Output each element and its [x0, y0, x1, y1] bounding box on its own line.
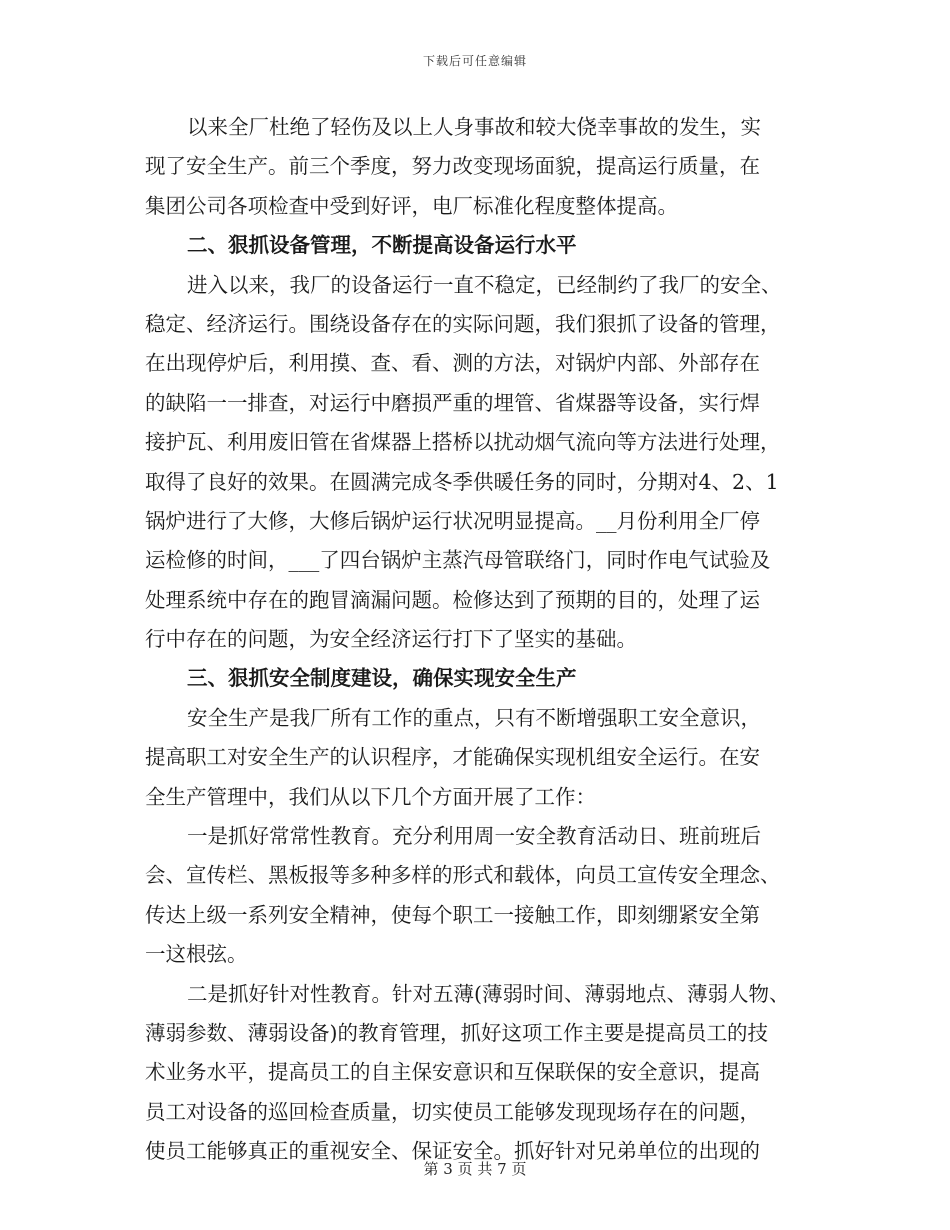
page-header: 下载后可任意编辑	[422, 54, 527, 68]
paragraph-line: 一这根弦。	[145, 942, 248, 967]
paragraph-line: 二是抓好针对性教育。针对五薄(薄弱时间、薄弱地点、薄弱人物、	[187, 981, 790, 1006]
paragraph-line: 一是抓好常常性教育。充分利用周一安全教育活动日、班前班后	[187, 824, 761, 849]
paragraph-line: 全生产管理中，我们从以下几个方面开展了工作：	[145, 784, 596, 809]
section-heading: 二、狠抓设备管理，不断提高设备运行水平	[187, 233, 577, 258]
document-body	[145, 108, 835, 1172]
paragraph-line: 接护瓦、利用废旧管在省煤器上搭桥以扰动烟气流向等方法进行处理，	[145, 430, 781, 455]
paragraph-line: 锅炉进行了大修，大修后锅炉运行状况明显提高。__月份利用全厂停	[145, 508, 760, 533]
paragraph-line: 薄弱参数、薄弱设备)的教育管理，抓好这项工作主要是提高员工的技	[145, 1020, 768, 1045]
paragraph-line: 以来全厂杜绝了轻伤及以上人身事故和较大侥幸事故的发生，实	[187, 115, 761, 139]
paragraph-line: 集团公司各项检查中受到好评，电厂标准化程度整体提高。	[145, 193, 678, 218]
paragraph-line: 提高职工对安全生产的认识程序，才能确保实现机组安全运行。在安	[145, 745, 760, 770]
paragraph-line: 的缺陷一一排查，对运行中磨损严重的埋管、省煤器等设备，实行焊	[145, 390, 760, 415]
paragraph-line: 使员工能够真正的重视安全、保证安全。抓好针对兄弟单位的出现的	[145, 1139, 760, 1164]
section-heading: 三、狠抓安全制度建设，确保实现安全生产	[187, 666, 577, 691]
paragraph-line: 传达上级一系列安全精神，使每个职工一接触工作，即刻绷紧安全第	[145, 902, 760, 927]
paragraph-line: 稳定、经济运行。围绕设备存在的实际问题，我们狠抓了设备的管理，	[145, 311, 781, 336]
paragraph-line: 术业务水平，提高员工的自主保安意识和互保联保的安全意识，提高	[145, 1060, 760, 1085]
page-number-footer: 第 3 页 共 7 页	[423, 1160, 527, 1178]
paragraph-line: 运检修的时间，___了四台锅炉主蒸汽母管联络门，同时作电气试验及	[145, 548, 771, 573]
paragraph-line: 会、宣传栏、黑板报等多种多样的形式和载体，向员工宣传安全理念、	[145, 863, 781, 888]
paragraph-line: 在出现停炉后，利用摸、查、看、测的方法，对锅炉内部、外部存在	[145, 351, 760, 376]
paragraph-line: 进入以来，我厂的设备运行一直不稳定，已经制约了我厂的安全、	[187, 272, 782, 297]
paragraph-line: 现了安全生产。前三个季度，努力改变现场面貌，提高运行质量，在	[145, 154, 760, 179]
paragraph-line: 安全生产是我厂所有工作的重点，只有不断增强职工安全意识，	[187, 705, 761, 730]
paragraph-line: 员工对设备的巡回检查质量，切实使员工能够发现现场存在的问题，	[145, 1099, 760, 1124]
paragraph-line: 取得了良好的效果。在圆满完成冬季供暖任务的同时，分期对4、2、1	[145, 469, 779, 494]
paragraph-line: 处理系统中存在的跑冒滴漏问题。检修达到了预期的目的，处理了运	[145, 587, 760, 612]
paragraph-line: 行中存在的问题，为安全经济运行打下了坚实的基础。	[145, 627, 637, 652]
